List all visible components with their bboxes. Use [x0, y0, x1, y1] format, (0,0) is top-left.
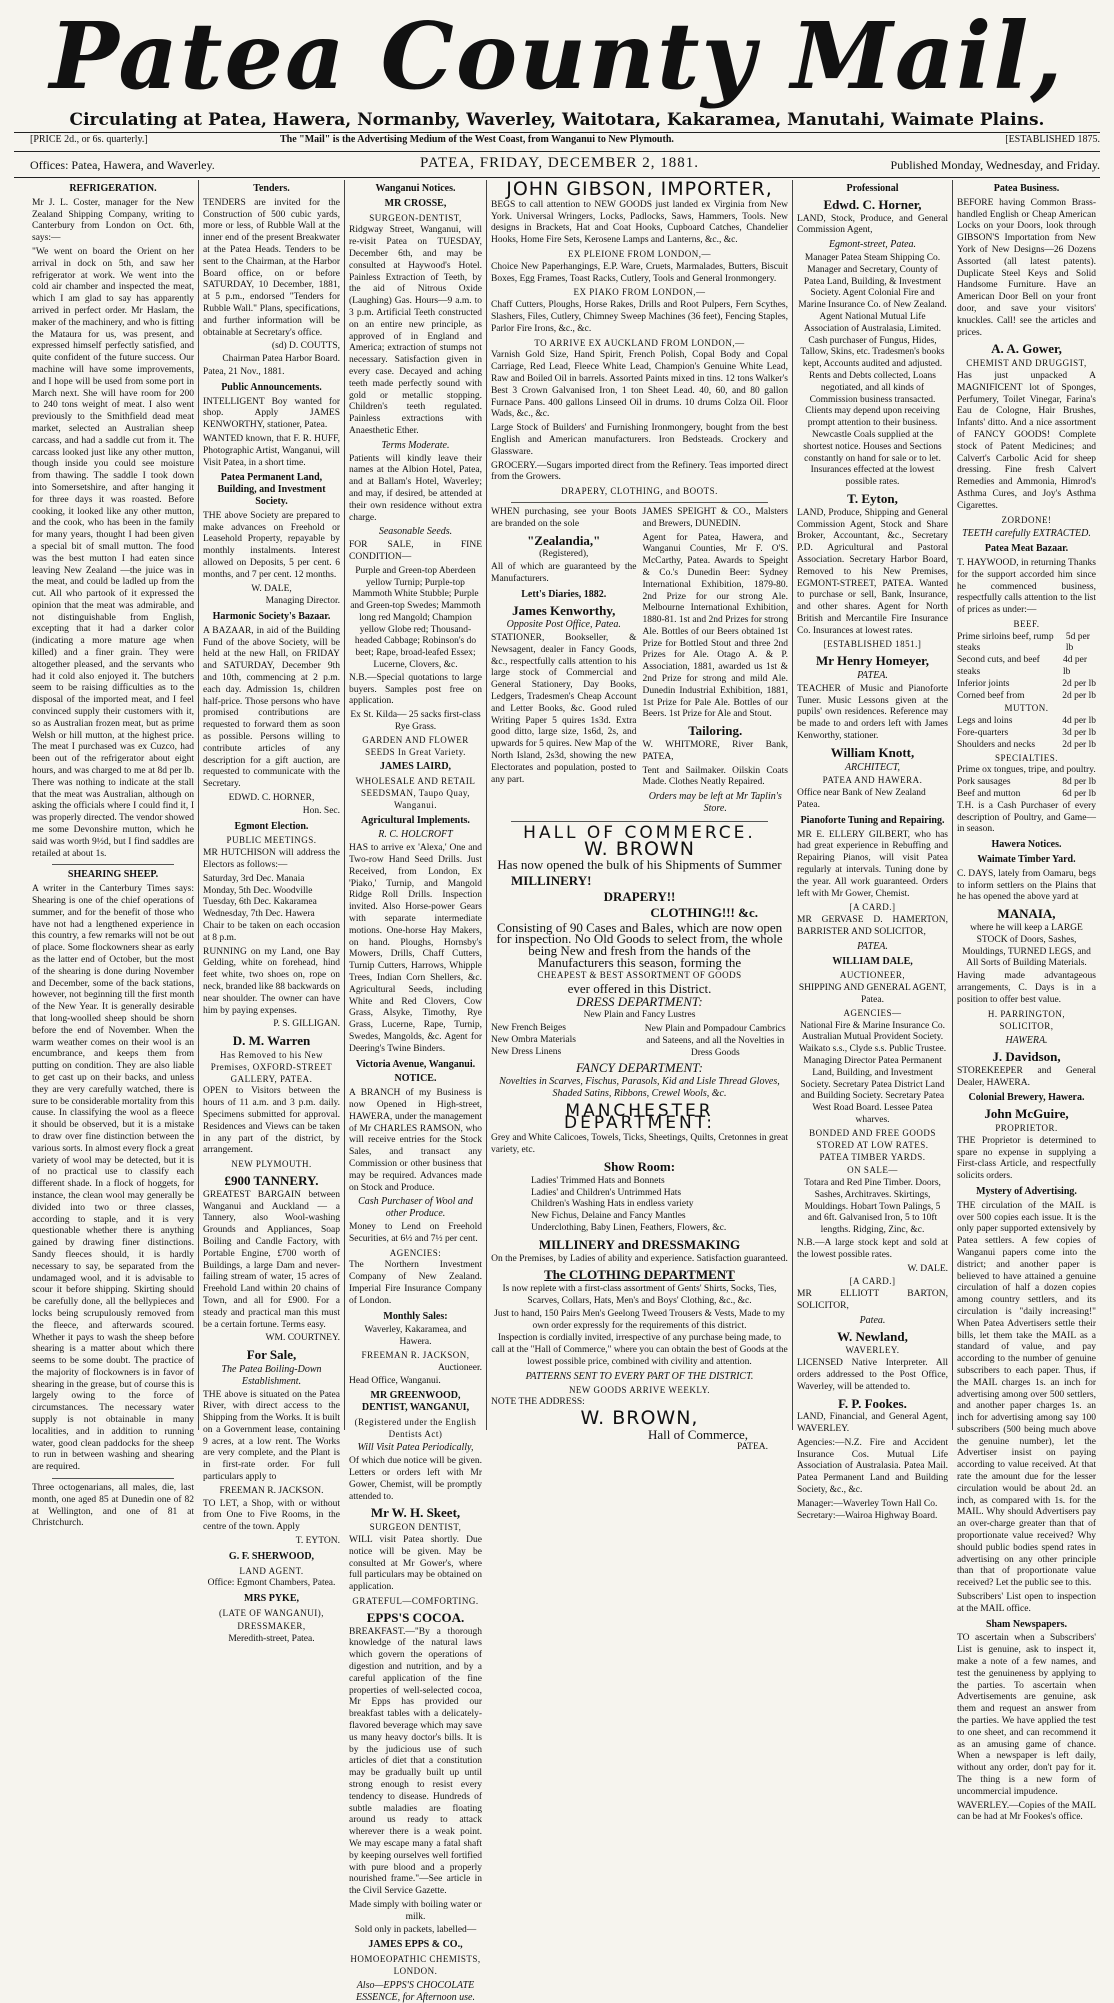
ad-text: New Plain and Fancy Lustres [583, 1010, 696, 1021]
heading-refrigeration: REFRIGERATION. [69, 183, 157, 194]
price-row [957, 789, 1096, 801]
ad-text: Manager:—Waverley Town Hall Co. [797, 1498, 938, 1509]
heading-brewery: Colonial Brewery, Hawera. [968, 1092, 1085, 1104]
ad-text: Chair to be taken on each occasion at 8 p.m. [203, 921, 340, 943]
ad-text: MR HUTCHISON will address the Electors as follows:— [203, 848, 340, 871]
subheading: [A CARD.] [849, 902, 896, 913]
ad-text: BEGS to call attention to NEW GOODS just landed ex Virginia from New York. Universal Wringers, Locks, Padlocks, Saws, Hammers, Tools. New designs in Brackets, Hat and Coat Hooks, Cupboard Catches, Chandelier Hooks, Home Fire Sets, Kerosene Lamps and Lanterns, &c., &c. [491, 199, 788, 246]
ad-text: Consisting of 90 Cases and Bales, which are now open for inspection. No Old Goods to select from, the whole being New and fresh from the hands of the Manufacturers this season, forming the [496, 919, 783, 971]
ad-text: C. DAYS, lately from Oamaru, begs to inform settlers on the Plains that he has opened the above yard at [957, 868, 1096, 903]
address: HAWERA. [1005, 1035, 1048, 1047]
ad-text: Money to Lend on Freehold Securities, at 6½ and 7½ per cent. [349, 1221, 482, 1244]
price-row [957, 777, 1096, 789]
ad-text: Tent and Sailmaker. Oilskin Coats Made. Clothes Neatly Repaired. [642, 765, 788, 788]
ad-text: THE Proprietor is determined to spare no expense in supplying a First-class Article, and respectfully solicits orders. [957, 1135, 1096, 1182]
subheading: ON SALE— [847, 1165, 898, 1176]
ad-text: Ex St. Kilda— 25 sacks first-class Rye Grass. [350, 710, 481, 733]
list-item: Children's Washing Hats in endless variety [531, 1199, 694, 1210]
heading-showroom: Show Room: [603, 1158, 676, 1174]
subheading: NEW PLYMOUTH. [231, 1159, 312, 1170]
signature-title: Auctioneer. [437, 1362, 482, 1373]
heading-tenders: Tenders. [253, 183, 290, 194]
ad-text: Large Stock of Builders' and Furnishing Ironmongery, bought from the best English and American manufacturers. Iron Bedsteads. Crockery and Glassware. [491, 423, 788, 457]
ad-text: INTELLIGENT Boy wanted for shop. Apply JAMES KENWORTHY, stationer, Patea. [203, 396, 340, 431]
heading-crosse: MR CROSSE, [384, 197, 447, 209]
address: Meredith-street, Patea. [228, 1633, 315, 1644]
price-item: Fore-quarters [957, 728, 1009, 739]
price-value: 2d per lb [1062, 739, 1096, 750]
ad-text: Is now replete with a first-class assortment of Gents' Shirts, Socks, Ties, Scarves, Collars, Hats, Men's and Boys' Clothing, &c., &c. [502, 1284, 777, 1306]
meeting-row: Wednesday, 7th Dec. Hawera [203, 909, 315, 920]
ad-text: WANTED known, that F. R. HUFF, Photographic Artist, Wanganui, will Visit Patea, in a short time. [203, 433, 340, 468]
heading-millinery-dressmaking: MILLINERY and DRESSMAKING [538, 1236, 741, 1252]
ad-text: JAMES SPEIGHT & CO., Malsters and Brewers, DUNEDIN. [642, 506, 788, 529]
price-item: Legs and loins [957, 716, 1013, 727]
heading-professional: Professional [846, 183, 899, 194]
signature: EDWD. C. HORNER, [228, 793, 315, 804]
heading-meat: Patea Meat Bazaar. [984, 543, 1069, 555]
subheading: HOMOEOPATHIC CHEMISTS, LONDON. [350, 1954, 481, 1976]
subheading: ZORDONE! [1001, 514, 1052, 525]
ad-text: PATTERNS SENT TO EVERY PART OF THE DISTRICT. [525, 1370, 754, 1382]
subheading: [ESTABLISHED 1851.] [823, 639, 922, 650]
ad-text: All of which are guaranteed by the Manufacturers. [491, 562, 637, 584]
mutton-price-list [957, 716, 1096, 751]
ad-text: RUNNING on my Land, one Bay Gelding, white on forehead, hind feet white, two shoes on, rope on neck, branded like 88 backwards on near shoulder. The owner can have him by paying expenses. [203, 946, 340, 1016]
subheading: CHEAPEST & BEST ASSORTMENT OF GOODS [537, 969, 742, 980]
ad-text: Purple and Green-top Aberdeen yellow Turnip; Purple-top Mammoth White Stubble; Purple and Green-top Swedes; Mammoth long red Mangold; Champion yellow Globe red; Thousand-headed Cabbage; Robinson's do beet; Rape, broad-leafed Essex; Lucerne, Clovers, &c. [350, 565, 481, 671]
subheading: Terms Moderate. [381, 439, 450, 451]
ad-text: BREAKFAST.—"By a thorough knowledge of the natural laws which govern the operations of digestion and nutrition, and by a careful application of the fine properties of well-selected cocoa, Mr Epps has provided our breakfast tables with a delicately-flavored beverage which may save us many heavy doctor's bills. It is by the judicious use of such articles of diet that a constitution may be gradually built up until strong enough to resist every tendency to disease. Hundreds of subtle maladies are floating around us ready to attack wherever there is a weak point. We may escape many a fatal shaft by keeping ourselves well fortified with pure blood and a properly nourished frame."—See article in the Civil Service Gazette. [349, 1626, 482, 1897]
signature-title: Managing Director. [265, 596, 340, 607]
heading-shearing: SHEARING SHEEP. [67, 869, 159, 881]
list-item: Ladies' Trimmed Hats and Bonnets [531, 1175, 665, 1186]
heading-mcguire: John McGuire, [984, 1106, 1069, 1122]
manaia: MANAIA, [997, 906, 1056, 922]
ad-text: Manager Patea Steam Shipping Co. Manager and Secretary, County of Patea Land, Building, & Investment Society. Agent Colonial Fire and Marine Insurance Co. of New Zealand. Agent National Mutual Life Association of Australasia, Limited. Cash purchaser of Fungus, Hides, Tallow, Skins, etc. Tradesmen's books kept, Accounts audited and adjusted. Rents and Debts collected, Loans negotiated, and all kinds of Commission business transacted. Clients may depend upon receiving prompt attention to their business. Newcastle Coals supplied at the shortest notice. Houses and Sections constantly on hand for sale or to let. Insurances effected at the lowest possible rates. [798, 252, 947, 488]
subheading: PUBLIC MEETINGS. [226, 835, 317, 846]
price-item: Beef and mutton [957, 789, 1021, 800]
price-row [957, 740, 1096, 752]
list-item: New Ombra Materials [491, 1034, 576, 1045]
signature: W. DALE, [251, 583, 292, 594]
heading-brown-address: W. BROWN, [580, 1407, 699, 1430]
ad-text: Chaff Cutters, Ploughs, Horse Rakes, Drills and Root Pulpers, Fern Scythes, Slashers, Files, Cutlery, Chimney Sweep Machines (36 feet), Fencing Staples, Parlor Fire Irons, &c., &c. [491, 300, 788, 334]
price-row [957, 728, 1096, 740]
heading-for-sale: For Sale, [246, 1347, 297, 1363]
signature: FREEMAN R. JACKSON, [361, 1349, 470, 1360]
address: Office near Bank of New Zealand Patea. [797, 788, 926, 811]
heading-business: Patea Business. [993, 183, 1060, 194]
address: Head Office, Wanganui. [349, 1375, 441, 1386]
ad-text: On the Premises, by Ladies of ability and experience. Satisfaction guaranteed. [491, 1253, 788, 1264]
ad-text: Varnish Gold Size, Hand Spirit, French Polish, Copal Body and Copal Carriage, Red Lead, Fleece White Lead, Champion's Genuine White Lead, Raw and Boiled Oil in barrels. Assorted Paints mixed in tins. 12 tons Walker's Best 3 Crown Galvanised Iron, 1 ton Sheet Lead. 40, 60, and 80 gallon Furnace Pans. 400 gallons Linseed Oil in drums. 10 drums Colza Oil. Floor Wads, &c., &c. [491, 350, 788, 420]
list-item: New French Beiges [491, 1023, 566, 1033]
heading-brown: W. BROWN [584, 837, 695, 860]
heading-epps-co: JAMES EPPS & CO., [368, 1939, 463, 1951]
publication-days: Published Monday, Wednesday, and Friday. [890, 158, 1100, 172]
subheading: Monthly Sales: [383, 1310, 448, 1322]
heading-clothing-dept: The CLOTHING DEPARTMENT [544, 1267, 735, 1283]
signature: T. EYTON. [295, 1536, 340, 1547]
ad-text: Orders may be left at Mr Taplin's Store. [648, 791, 782, 815]
ad-text: Choice New Paperhangings, E.P. Ware, Cruets, Marmalades, Butters, Biscuit Boxes, Egg Frames, Toast Racks, Cutlery, Tools and General Ironmongery. [491, 261, 788, 284]
ad-text: MR ELLIOTT BARTON, SOLICITOR, [797, 1289, 948, 1311]
heading-sham: Sham Newspapers. [985, 1618, 1068, 1630]
heading-building-society: Patea Permanent Land, Building, and Investment Society. [217, 472, 326, 507]
ad-text: MR GERVASE D. HAMERTON, BARRISTER AND SOLICITOR, [797, 915, 948, 938]
drapery: DRAPERY!! [603, 889, 676, 905]
subheading: WHOLESALE AND RETAIL SEEDSMAN, Taupo Quay, Wanganui. [355, 776, 476, 810]
price-value: 3d per lb [1062, 728, 1096, 739]
address: PATEA AND HAWERA. [822, 775, 923, 786]
address: Office: Egmont Chambers, Patea. [207, 1578, 336, 1589]
dress-list [491, 1023, 788, 1060]
subheading: GRATEFUL—COMFORTING. [352, 1596, 479, 1607]
meeting-row: Saturday, 3rd Dec. Manaia [203, 873, 305, 884]
ad-text: A BRANCH of my Business is now Opened in High-street, HAWERA, under the management of Mr CHARLES RAMSON, who will receive entries for the Stock Sales, and transact any Commission or other business that may be required. Advances made on Stock and Produce. [349, 1088, 482, 1193]
heading-sherwood: G. F. SHERWOOD, [228, 1550, 315, 1562]
ad-text: National Fire & Marine Insurance Co. Australian Mutual Provident Society. Waikato s.s., Clyde s.s. Public Trustee. Managing Director Patea Permanent Land, Building, and Investment Society. Secretary Patea District Land and Building Society. Secretary Patea West Road Board. Lessee Patea wharves. [798, 1020, 947, 1125]
heading-gower: A. A. Gower, [991, 341, 1062, 357]
subheading: PATEA TIMBER YARDS. [819, 1152, 926, 1163]
heading-bazaar: Harmonic Society's Bazaar. [212, 611, 331, 623]
price-value: 2d per lb [1062, 690, 1096, 701]
heading-horner: Edwd. C. Horner, [823, 196, 922, 212]
heading-tannery: £900 TANNERY. [224, 1172, 319, 1188]
ad-text: STATIONER, Bookseller, & Newsagent, dealer in Fancy Goods, &c., respectfully calls attention to his large stock of Commercial and General Stationery, Day Books, Ledgers, Tradesmen's Cheap Account and Letter Books, &c. Good ruled Writing Paper 5 quires 1s3d. Extra good ditto, large size, 1s6d, 2s, and upwards for 5 quires. New Map of the North Island, 2s3d, showing the new Electorates and population, posted to any part. [491, 633, 637, 785]
heading-election: Egmont Election. [234, 820, 309, 832]
price-item: Prime sirloins beef, rump steaks [957, 631, 1054, 654]
two-column-ads [491, 507, 788, 817]
price-value: 8d per lb [1062, 777, 1096, 788]
heading-greenwood: MR GREENWOOD, DENTIST, WANGANUI, [361, 1390, 470, 1414]
subheading: TO ARRIVE EX AUCKLAND FROM LONDON,— [534, 337, 745, 348]
article-text: A writer in the Canterbury Times says: Shearing is one of the chief operations of summer, and for the benefit of those who have not had a lengthened experience in this country, a few remarks will not be out of place. Some flockowners shear as early as the latter end of October, but the most of the shearing is done during November and December, some of the back stations, however, not beginning till the first month of the New Year. It is generally desirable that long-woolled sheep should be shorn before the end of November. When the warm weather comes on their wool is an encumbrance, and keeps them from putting on condition. They are also liable to get cast up on their backs, and unless they are very carefully watched, there is sure to be considerable mortality from this cause. In classifying the wool as a fleece it should be observed, but it is a mistake to draw over fine distinction between the various sorts. In almost every flock a great variety of wool may be detected, but it is of no practical use to classify each different shade. In a flock of hoggets, for instance, the clean wool may generally be divided into two or three classes, according to staple, and it is very questionable whether there is anything gained by drawing finer distinctions. Sandy fleeces should, it is hardly necessary to say, be separated from the undamaged wool, and it is advisable to scour it before shipping. Skirting should be carefully done, all the bellypieces and locks being scrupulously removed from the fleece, and afterwards scoured. Whether it pays to wash the sheep before shearing is a matter about which there seems to be some doubt. The practice of the majority of flockowners is in favor of shearing in the grease, but of course this is largely owing to the force of circumstances. The necessary water supply is not obtainable in many localities, and in addition to running water, good clean paddocks for the sheep to run in between washing and shearing are required. [32, 884, 194, 1473]
ad-text: TEACHER of Music and Pianoforte Tuner. Music Lessons given at the pupils' own residences. Reference may be made to and orders left with James Kenworthy, stationer. [797, 683, 948, 742]
price-value: 5d per lb [1065, 631, 1090, 654]
address: WAVERLEY. [845, 1345, 900, 1356]
subheading: AGENCIES— [843, 1007, 902, 1018]
column-6 [952, 180, 1100, 1823]
millinery: MILLINERY! [511, 873, 592, 889]
heading-dale: WILLIAM DALE, [832, 955, 913, 967]
address: PATEA. [857, 670, 888, 682]
signature: P. S. GILLIGAN. [273, 1019, 340, 1030]
heading-diaries: Lett's Diaries, 1882. [521, 588, 607, 600]
ad-text: TO LET, a Shop, with or without from One to Five Rooms, in the centre of the town. Apply [203, 1498, 340, 1533]
price-value: 2d per lb [1062, 678, 1096, 689]
heading-homeyer: Mr Henry Homeyer, [816, 653, 929, 669]
ad-text: T.H. is a Cash Purchaser of every description of Poultry, and Game—in season. [957, 800, 1096, 835]
address: Victoria Avenue, Wanganui. [355, 1058, 476, 1070]
article-text: "We went on board the Orient on her arrival in dock on 5th, and saw her refrigerator at work. We went into the cold air chamber and inspected the meat, which I am glad to say has apparently arrived in perfect order. Mr Haslam, the maker of the machinery, and who is fitting the Mataura for us, was present, and expressed himself perfectly satisfied, and quite confident of the future success. Our machine will have some improvements, and I hope will be used from some port in March next. She will have room for 200 to 240 tons weight of meat. I also went previously to the Smithfield dead meat market, selected an Australian sheep carcass, and had a saddle cut from it. The carcass looked just like any other mutton, though inside you could see moisture from thawing. The saddle I took down into Somersetshire, and after hanging it for three days it was roasted. Before cooking, it looked like any other mutton, and the cook, who has been in the family for many years, thought I had been given a special bit of small mutton. The food was the best mutton I had eaten since leaving New Zealand —the juice was in the meat, and could be ladled up from the cut. All who partook of it expressed the opinion that the meat was admirable, and not distinguishable from English, excepting that it had a darker color (indicating a more mature age when killed) and a finer grain. They were altogether pleased, and the servants who had it cold also enjoyed it. The butchers seem to be raising difficulties as to the disposal of the imported meat, and I feel convinced supply their customers with it, so as Australian frozen meat, but as prime Welsh or hill mutton, at the highest price. The meat I purchased was ex Cuzco, had been out of the refrigerator about eight hours, and was charged to me at 8d per lb. There was nothing to indicate at the stall that the meat was Australian, although on asking the officials where I could find it, I was properly directed. The vendor showed me some Devonshire mutton, which he said was worth 9½d, but I find saddles are retailed at about 1s. [32, 246, 194, 859]
ad-text: A BAZAAR, in aid of the Building Fund of the above Society, will be held at the new Hall, on FRIDAY and SATURDAY, December 9th and 10th, commencing at 2 p.m. each day. Admission 1s, children half-price. Those persons who have promised contributions are requested to forward them as soon as possible. Persons willing to contribute articles of any description for a gift auction, are requested to communicate with the Secretary. [203, 625, 340, 790]
ad-text: W. WHITMORE, River Bank, PATEA, [642, 740, 788, 762]
subheading: [A CARD.] [849, 1276, 896, 1287]
price-row [957, 691, 1096, 703]
subheading: EX PLEIONE FROM LONDON,— [568, 248, 711, 259]
ad-text: Agent for Patea, Hawera, and Wanganui Counties, Mr F. O'S. McCarthy, Patea. Awards to Speight & Co.'s Dunedin Beer: Sydney International Exhibition, 1879-80. 2nd Prize for our strong Ale. Melbourne International Exhibition, 1880-81. 1st and 2nd Prizes for strong Ale. Bottles of our Beers obtained 1st Prize for Bottled Stout and three 2nd Prizes for Ale. Otago A. & P. Association, 1881, awarded us 1st & 2nd Prize for strong and mild Ale. Dunedin Industrial Exhibition, 1881, 1st Prize for Pale Ale. Bottles of our Beers. 1st Prize for Ale and Stout. [642, 532, 788, 720]
dress-list-right [643, 1023, 789, 1060]
ad-text: Grey and White Calicoes, Towels, Ticks, Sheetings, Quilts, Cretonnes in great variety, etc. [491, 1133, 788, 1156]
price-item: Pork sausages [957, 777, 1011, 788]
heading-hall-of-commerce: HALL OF COMMERCE. [523, 822, 756, 843]
ad-text: TEETH carefully EXTRACTED. [962, 528, 1091, 540]
subheading: R. C. HOLCROFT [378, 829, 453, 841]
ad-text: MR E. ELLERY GILBERT, who has had great experience in Rebuffing and Repairing Pianos, will visit Patea regularly at intervals. Tuning done by the year. All work guaranteed. Orders left with Mr Gower, Chemist. [797, 829, 948, 899]
subheading: SOLICITOR, [999, 1021, 1054, 1032]
ad-text: GREATEST BARGAIN between Wanganui and Auckland — a Tannery, also Wool-washing Grounds and Appliances, Soap Boiling and Candle Factory, with Portable Engine, £700 worth of Buildings, a large Dam and never-failing stream of water, 15 acres of Freehold Land within 20 chains of Town, and all for £900. For a steady and practical man this must be a certain fortune. Terms easy. [203, 1189, 340, 1330]
subheading: Will Visit Patea Periodically, [357, 1442, 474, 1454]
ad-text: WILL visit Patea shortly. Due notice will be given. May be consulted at Mr Gower's, where full particulars may be obtained on application. [349, 1535, 482, 1593]
heading-newland: W. Newland, [837, 1328, 908, 1344]
subheading: ARCHITECT, [844, 761, 901, 773]
ad-text: Sold only in packets, labelled— [354, 1924, 477, 1935]
heading-manchester: MANCHESTER DEPARTMENT: [564, 1100, 715, 1133]
separator [52, 1478, 174, 1479]
subheading: SPECIALTIES. [995, 752, 1058, 763]
heading-gibson: JOHN GIBSON, IMPORTER, [506, 178, 773, 200]
address: PATEA. [857, 940, 888, 952]
ad-text: Having made advantageous arrangements, C. Days is in a position to offer best value. [957, 971, 1096, 1005]
meeting-row: Tuesday, 6th Dec. Kakaramea [203, 897, 317, 908]
price: [PRICE 2d., or 6s. quarterly.] [30, 134, 148, 145]
ad-text: WHEN purchasing, see your Boots are branded on the sole [491, 506, 637, 529]
list-item: New Plain and Pompadour Cambrics and Sateens, and all the Novelties in Dress Goods [644, 1024, 786, 1058]
ad-text: The Northern Investment Company of New Zealand. Imperial Fire Insurance Company of London. [349, 1260, 482, 1306]
heading-wanganui: Wanganui Notices. [375, 183, 456, 194]
ad-text: Just to hand, 150 Pairs Men's Geelong Tweed Trousers & Vests, Made to my own order expressly for the requirements of this district. [494, 1308, 785, 1331]
circulation-line: Circulating at Patea, Hawera, Normanby, Waverley, Waitotara, Kakaramea, Manutahi, Waimate Plains. [69, 110, 1045, 130]
signature: W. DALE. [907, 1263, 948, 1274]
heading-laird: JAMES LAIRD, [379, 761, 452, 773]
newspaper-title: Patea County Mail, [49, 2, 1065, 110]
subheading: AGENCIES: [389, 1247, 442, 1258]
subheading: DRAPERY, CLOTHING, and BOOTS. [561, 486, 718, 497]
subheading: Opposite Post Office, Patea. [506, 619, 621, 631]
ad-text: Novelties in Scarves, Fischus, Parasols, Kid and Lisle Thread Gloves, Shaded Satins, Ribbons, Crewel Wools, &c. [499, 1076, 780, 1099]
subheading: MUTTON. [1004, 703, 1049, 714]
heading-notice: NOTICE. [394, 1073, 437, 1085]
heading-warren: D. M. Warren [232, 1033, 311, 1049]
subheading: LAND AGENT. [239, 1565, 304, 1576]
subheading: DRESSMAKER, [237, 1620, 306, 1631]
ad-text: OPEN to Visitors between the hours of 11 a.m. and 3 p.m. daily. Specimens submitted for approval. Residences and Views can be taken in any part of the district, by arrangement. [203, 1086, 340, 1156]
ad-text: WAVERLEY.—Copies of the MAIL can be had at Mr Fookes's office. [957, 1800, 1096, 1823]
signature-title: Chairman Patea Harbor Board. [222, 354, 340, 365]
separator [52, 864, 174, 865]
heading-zealandia: "Zealandia," [527, 532, 601, 548]
ad-text: Cash Purchaser of Wool and other Produce. [358, 1196, 473, 1220]
ad-text: TO ascertain when a Subscribers' List is genuine, ask to inspect it, make a note of a few names, and test the genuineness by applying to the parties. To ascertain when Advertisements are genuine, ask them and request an answer from the parties. We have applied the test to one sheet, and can recommend it as an amusing game of chance. When a newspaper is left daily, without any order, don't pay for it. The thing is a new form of uncommercial impudence. [957, 1633, 1096, 1797]
rule [14, 151, 1100, 152]
ad-text: Has just unpacked A MAGNIFICENT lot of Sponges, Perfumery, Toilet Vinegar, Farina's Eau de Cologne, Hair Brushes, Infants' ditto. And a nice assortment of FANCY GOODS! Complete stock of Patent Medicines; and Calvert's Carbolic Acid for sheep dressing. Fine fresh Calvert Remedies and Ammonia, Himrod's Asthma Cures, and Joy's Asthma Cigarettes. [957, 370, 1096, 511]
ad-text: STOREKEEPER and General Dealer, HAWERA. [957, 1065, 1096, 1088]
ad-text: Agencies:—N.Z. Fire and Accident Insurance Cos. Mutual Life Association of Australasia. Patea Mail. Patea Permanent Land and Building Society, &c., &c. [797, 1437, 948, 1496]
column-3 [344, 180, 486, 2003]
list-item: Ladies' and Children's Untrimmed Hats [531, 1187, 682, 1198]
column-4 [486, 178, 792, 1452]
subheading: EX PIAKO FROM LONDON,— [573, 287, 706, 298]
ad-text: where he will keep a LARGE STOCK of Doors, Sashes, Mouldings, TURNED LEGS, and All Sorts of Building Materials. [962, 923, 1091, 969]
meeting-row: Monday, 5th Dec. Woodville [203, 885, 313, 896]
heading-knott: William Knott, [830, 744, 915, 760]
column-2 [198, 180, 344, 1644]
ad-text: THE above is situated on the Patea River, with direct access to the Shipping from the Works. It is built on a Government lease, containing 9 acres, at a low rent. The Works are very complete, and the Plant is in first-rate order. For full particulars apply to [203, 1389, 340, 1483]
subheading: Has now opened the bulk of his Shipments of Summer [497, 857, 782, 873]
offices: Offices: Patea, Hawera, and Waverley. [30, 158, 215, 172]
ad-text: Prime ox tongues, tripe, and poultry. [957, 765, 1096, 776]
heading-public: Public Announcements. [221, 381, 322, 393]
price-row [957, 716, 1096, 728]
price-item: Shoulders and necks [957, 739, 1036, 750]
subheading: (LATE OF WANGANUI), [218, 1608, 325, 1619]
ad-text: LAND, Stock, Produce, and General Commission Agent, [797, 213, 948, 236]
signature: (sd) D. COUTTS, [271, 341, 340, 352]
address: PATEA. [736, 1441, 768, 1452]
subheading: (Registered under the English Dentists Act) [354, 1416, 477, 1439]
signature-title: Hon. Sec. [302, 805, 340, 816]
heading-skeet: Mr W. H. Skeet, [370, 1505, 461, 1521]
price-row [957, 632, 1096, 656]
price-strip [30, 134, 1100, 150]
subheading: BEEF. [1013, 618, 1040, 629]
price-value: 4d per lb [1062, 655, 1087, 678]
price-value: 6d per lb [1062, 789, 1096, 800]
heading-seeds: Seasonable Seeds. [378, 526, 453, 538]
subheading: GARDEN AND FLOWER SEEDS In Great Variety. [362, 734, 469, 757]
heading-hawera: Hawera Notices. [991, 839, 1062, 851]
price-item: Second cuts, and beef steaks [957, 655, 1040, 678]
price-value: 4d per lb [1062, 716, 1096, 727]
special-price-list [957, 777, 1096, 801]
motto: The "Mail" is the Advertising Medium of the West Coast, from Wanganui to New Plymouth. [280, 134, 674, 145]
heading-davidson: J. Davidson, [992, 1048, 1061, 1064]
heading-timber-yard: Waimate Timber Yard. [977, 854, 1076, 866]
subheading: BONDED AND FREE GOODS STORED AT LOW RATES. [809, 1127, 936, 1150]
price-item: Inferior joints [957, 678, 1010, 689]
heading-tailoring: Tailoring. [688, 723, 743, 739]
price-row [957, 655, 1096, 679]
ad-text: BEFORE having Common Brass-handled English or Cheap American Locks on your Doors, look through GIBSON'S Importation from New York of New Designs—26 Dozens Assorted (all latest patents). Duplicate Steel Keys and Solid Handsome Furniture. Have an American Door Bell on your front door, and save your visitors' knuckles. Call! see the articles and prices. [957, 197, 1096, 338]
ad-text: LAND, Financial, and General Agent, WAVERLEY. [797, 1412, 948, 1435]
ad-text: N.B.—A large stock kept and sold at the lowest possible rates. [797, 1237, 948, 1260]
ad-text: N.B.—Special quotations to large buyers. Samples post free on application. [349, 672, 482, 707]
subheading: PROPRIETOR. [995, 1122, 1058, 1133]
ad-column-left [491, 507, 637, 817]
ad-text: GROCERY.—Sugars imported direct from the Refinery. Teas imported direct from the Growers. [491, 460, 788, 483]
issue-date: PATEA, FRIDAY, DECEMBER 2, 1881. [420, 155, 699, 171]
subheading: SURGEON DENTIST, [369, 1522, 462, 1533]
showroom-list [491, 1176, 788, 1235]
ad-date: Patea, 21 Nov., 1881. [203, 366, 285, 377]
ad-text: Inspection is cordially invited, irrespective of any purchase being made, to call at the "Hall of Commerce," where you can obtain the best of Goods at the lowest possible price, combined with civility and attention. [491, 1333, 788, 1367]
subheading: Has Removed to his New Premises, OXFORD-STREET GALLERY, PATEA. [210, 1049, 333, 1084]
heading-parrington: H. PARRINGTON, [987, 1008, 1066, 1019]
ad-text: Secretary:—Wairoa Highway Board. [797, 1510, 938, 1521]
subheading: (Registered), [539, 549, 589, 560]
ad-text: SHIPPING AND GENERAL AGENT, Patea. [798, 983, 947, 1005]
ad-text: NOTE THE ADDRESS: [491, 1397, 585, 1408]
dress-list-left [491, 1023, 637, 1060]
price-row [957, 679, 1096, 691]
heading-epps: EPPS'S COCOA. [366, 1609, 465, 1625]
signature: WM. COURTNEY. [265, 1333, 340, 1344]
ad-text: Patients will kindly leave their names at the Albion Hotel, Patea, and at Ballam's Hotel, Waverley; and may, if desired, be attended at their own residence without extra charge. [349, 453, 482, 523]
address: Hall of Commerce, [648, 1426, 748, 1442]
address: Egmont-street, Patea. [828, 239, 917, 251]
subheading: The Patea Boiling-Down Establishment. [221, 1363, 322, 1387]
ad-text: LICENSED Native Interpreter. All orders addressed to the Post Office, Waverley, will be attended to. [797, 1358, 948, 1392]
list-item: Underclothing, Baby Linen, Feathers, Flowers, &c. [531, 1222, 727, 1233]
ad-text: FOR SALE, in FINE CONDITION— [349, 540, 482, 562]
subheading: CHEMIST AND DRUGGIST, [966, 358, 1087, 369]
separator [511, 821, 768, 822]
ad-text: T. HAYWOOD, in returning Thanks for the support accorded him since he commenced business, respectfully calls attention to the list of prices as under:— [957, 557, 1096, 616]
ad-text: Also—EPPS'S CHOCOLATE ESSENCE, for Afternoon use. [356, 1979, 475, 2003]
dateline [30, 155, 1100, 175]
ad-text: Waverley, Kakaramea, and Hawera. [364, 1325, 467, 1348]
subheading: AUCTIONEER, [839, 970, 906, 981]
heading-pyke: MRS PYKE, [244, 1593, 299, 1605]
article-text: Mr J. L. Coster, manager for the New Zealand Shipping Company, writing to Canterbury from London on Oct. 6th, says:— [32, 197, 194, 244]
column-5 [792, 180, 952, 1521]
price-item: Corned beef from [957, 690, 1025, 701]
heading-piano: Pianoforte Tuning and Repairing. [800, 814, 945, 826]
column-1 [28, 180, 198, 1529]
ad-text: Made simply with boiling water or milk. [349, 1899, 482, 1922]
address: Patea. [859, 1314, 886, 1326]
ad-text: LAND, Produce, Shipping and General Commission Agent, Stock and Share Broker, Accountant, &c., Secretary P.D. Agricultural and Pastoral Association. Secretary Harbor Board, Removed to his New Premises, EGMONT-STREET, PATEA. Wanted to purchase or sell, Bank, Insurance, and other shares. Agent for North British and Mercantile Fire Insurance Co. Insurances at lowest rates. [797, 507, 948, 636]
ad-text: TENDERS are invited for the Construction of 500 cubic yards, more or less, of Rubble Wall at the inner end of the present Breakwater at the Patea Heads. Tenders to be sent to the Chairman, at the Harbor Board office, on or before SATURDAY, 10 December, 1881, at 5 p.m., endorsed "Tenders for Rubble Wall." Plans, specifications, and further information will be obtainable at Secretary's office. [203, 197, 340, 338]
subheading: SURGEON-DENTIST, [369, 212, 462, 223]
clothing: CLOTHING!!! &c. [650, 904, 758, 920]
rule [14, 132, 1100, 133]
signature: FREEMAN R. JACKSON. [219, 1485, 324, 1496]
heading-kenworthy: James Kenworthy, [512, 602, 616, 618]
ad-text: NEW GOODS ARRIVE WEEKLY. [568, 1384, 711, 1395]
ad-text: Subscribers' List open to inspection at the MAIL office. [957, 1592, 1096, 1614]
heading-fancy: FANCY DEPARTMENT: [575, 1060, 704, 1076]
ad-text: THE above Society are prepared to make advances on Freehold or Leasehold Property, repayable by monthly instalments. Interest allowed on Deposits, 5 per cent. 6 months, and 7 per cent. 12 months. [203, 510, 340, 580]
ad-column-right [643, 507, 789, 817]
ad-text: Totara and Red Pine Timber. Doors, Sashes, Architraves. Skirtings, Mouldings. Hobart Town Palings, 5 and 6ft. Galvanised Iron, 5 to 10ft lengths. Ridging, Zinc, &c. [804, 1177, 941, 1236]
list-item: New Fichus, Delaine and Fancy Mantles [531, 1211, 686, 1222]
heading-mystery: Mystery of Advertising. [976, 1185, 1077, 1197]
list-item: New Dress Linens [491, 1046, 562, 1057]
ad-text: Of which due notice will be given. Letters or orders left with Mr Gower, Chemist, will be promptly attended to. [349, 1456, 482, 1502]
heading-agricultural: Agricultural Implements. [361, 814, 470, 826]
ad-text: HAS to arrive ex 'Alexa,' One and Two-row Hand Seed Drills. Just Received, from London, Ex 'Piako,' Turnip, and Mangold Ridge Roll Drills. Inspection invited. Also Horse-power Gears with separate intermediate motions. One-horse Hay Makers, on hand. Ploughs, Hornsby's Mowers, Drills, Chaff Cutters, Turnip Cutters, Harrows, Whipple Trees, Indian Corn Shellers, &c. Agricultural Seeds, including White and Red Clovers, Cow Grass, Alsyke, Timothy, Rye Grass, Lucerne, Rape, Turnip, Swedes, Mangolds, &c. Agent for Deering's Twine Binders. [349, 843, 482, 1054]
ad-text: ever offered in this District. [567, 980, 712, 996]
ad-text: Ridgway Street, Wanganui, will re-visit Patea on TUESDAY, December 6th, and may be consulted at Haywood's Hotel. Painless Extraction of Teeth, by the aid of Nitrous Oxide (Laughing) Gas. Hours—9 a.m. to 3 p.m. Artificial Teeth constructed on an entire new principle, as approved of in England and America; extraction of stumps not necessary. Satisfaction given in every case. Decayed and aching teeth made perfectly sound with gold or metallic stopping. Children's teeth regulated. Painless extractions with Anaesthetic Ether. [349, 225, 482, 436]
ad-text: THE circulation of the MAIL is over 500 copies each issue. It is the only paper supported extensively by Patea settlers. A few copies of Wanganui papers come into the district; and another paper is believed to have attained a genuine circulation of half a dozen copies among country settlers, and its circulation is "daily increasing!" When Patea Advertisers settle their bills, let them take the MAIL as a standard of value, and pay according to the number of genuine subscribers to each paper. Thus, if the MAIL charges 1s. an inch for advertising among over 500 settlers, and another paper charges 1s. an inch for advertising among say 100 subscribers (500 being much above the genuine number), let the Advertiser insist on paying according to value received. At that rate the amount due for the lesser circulation would be about 2d. an inch, as compared with 1s. for the MAIL. Why should Advertisers pay an over-charge greater than that of proportionate value received? Why should public bodies spend rates in advertising on any other principle than that of proportionate value received? Let the public see to this. [957, 1200, 1096, 1589]
established: [ESTABLISHED 1875. [1005, 134, 1100, 145]
heading-eyton: T. Eyton, [847, 490, 898, 506]
heading-fookes: F. P. Fookes. [838, 1395, 907, 1411]
masthead [0, 0, 1114, 112]
separator [511, 502, 768, 503]
article-text: Three octogenarians, all males, die, last month, one aged 85 at Dunedin one of 82 at Wellington, and one of 81 at Christchurch. [32, 1483, 194, 1529]
beef-price-list [957, 632, 1096, 703]
heading-dress: DRESS DEPARTMENT: [576, 994, 703, 1010]
